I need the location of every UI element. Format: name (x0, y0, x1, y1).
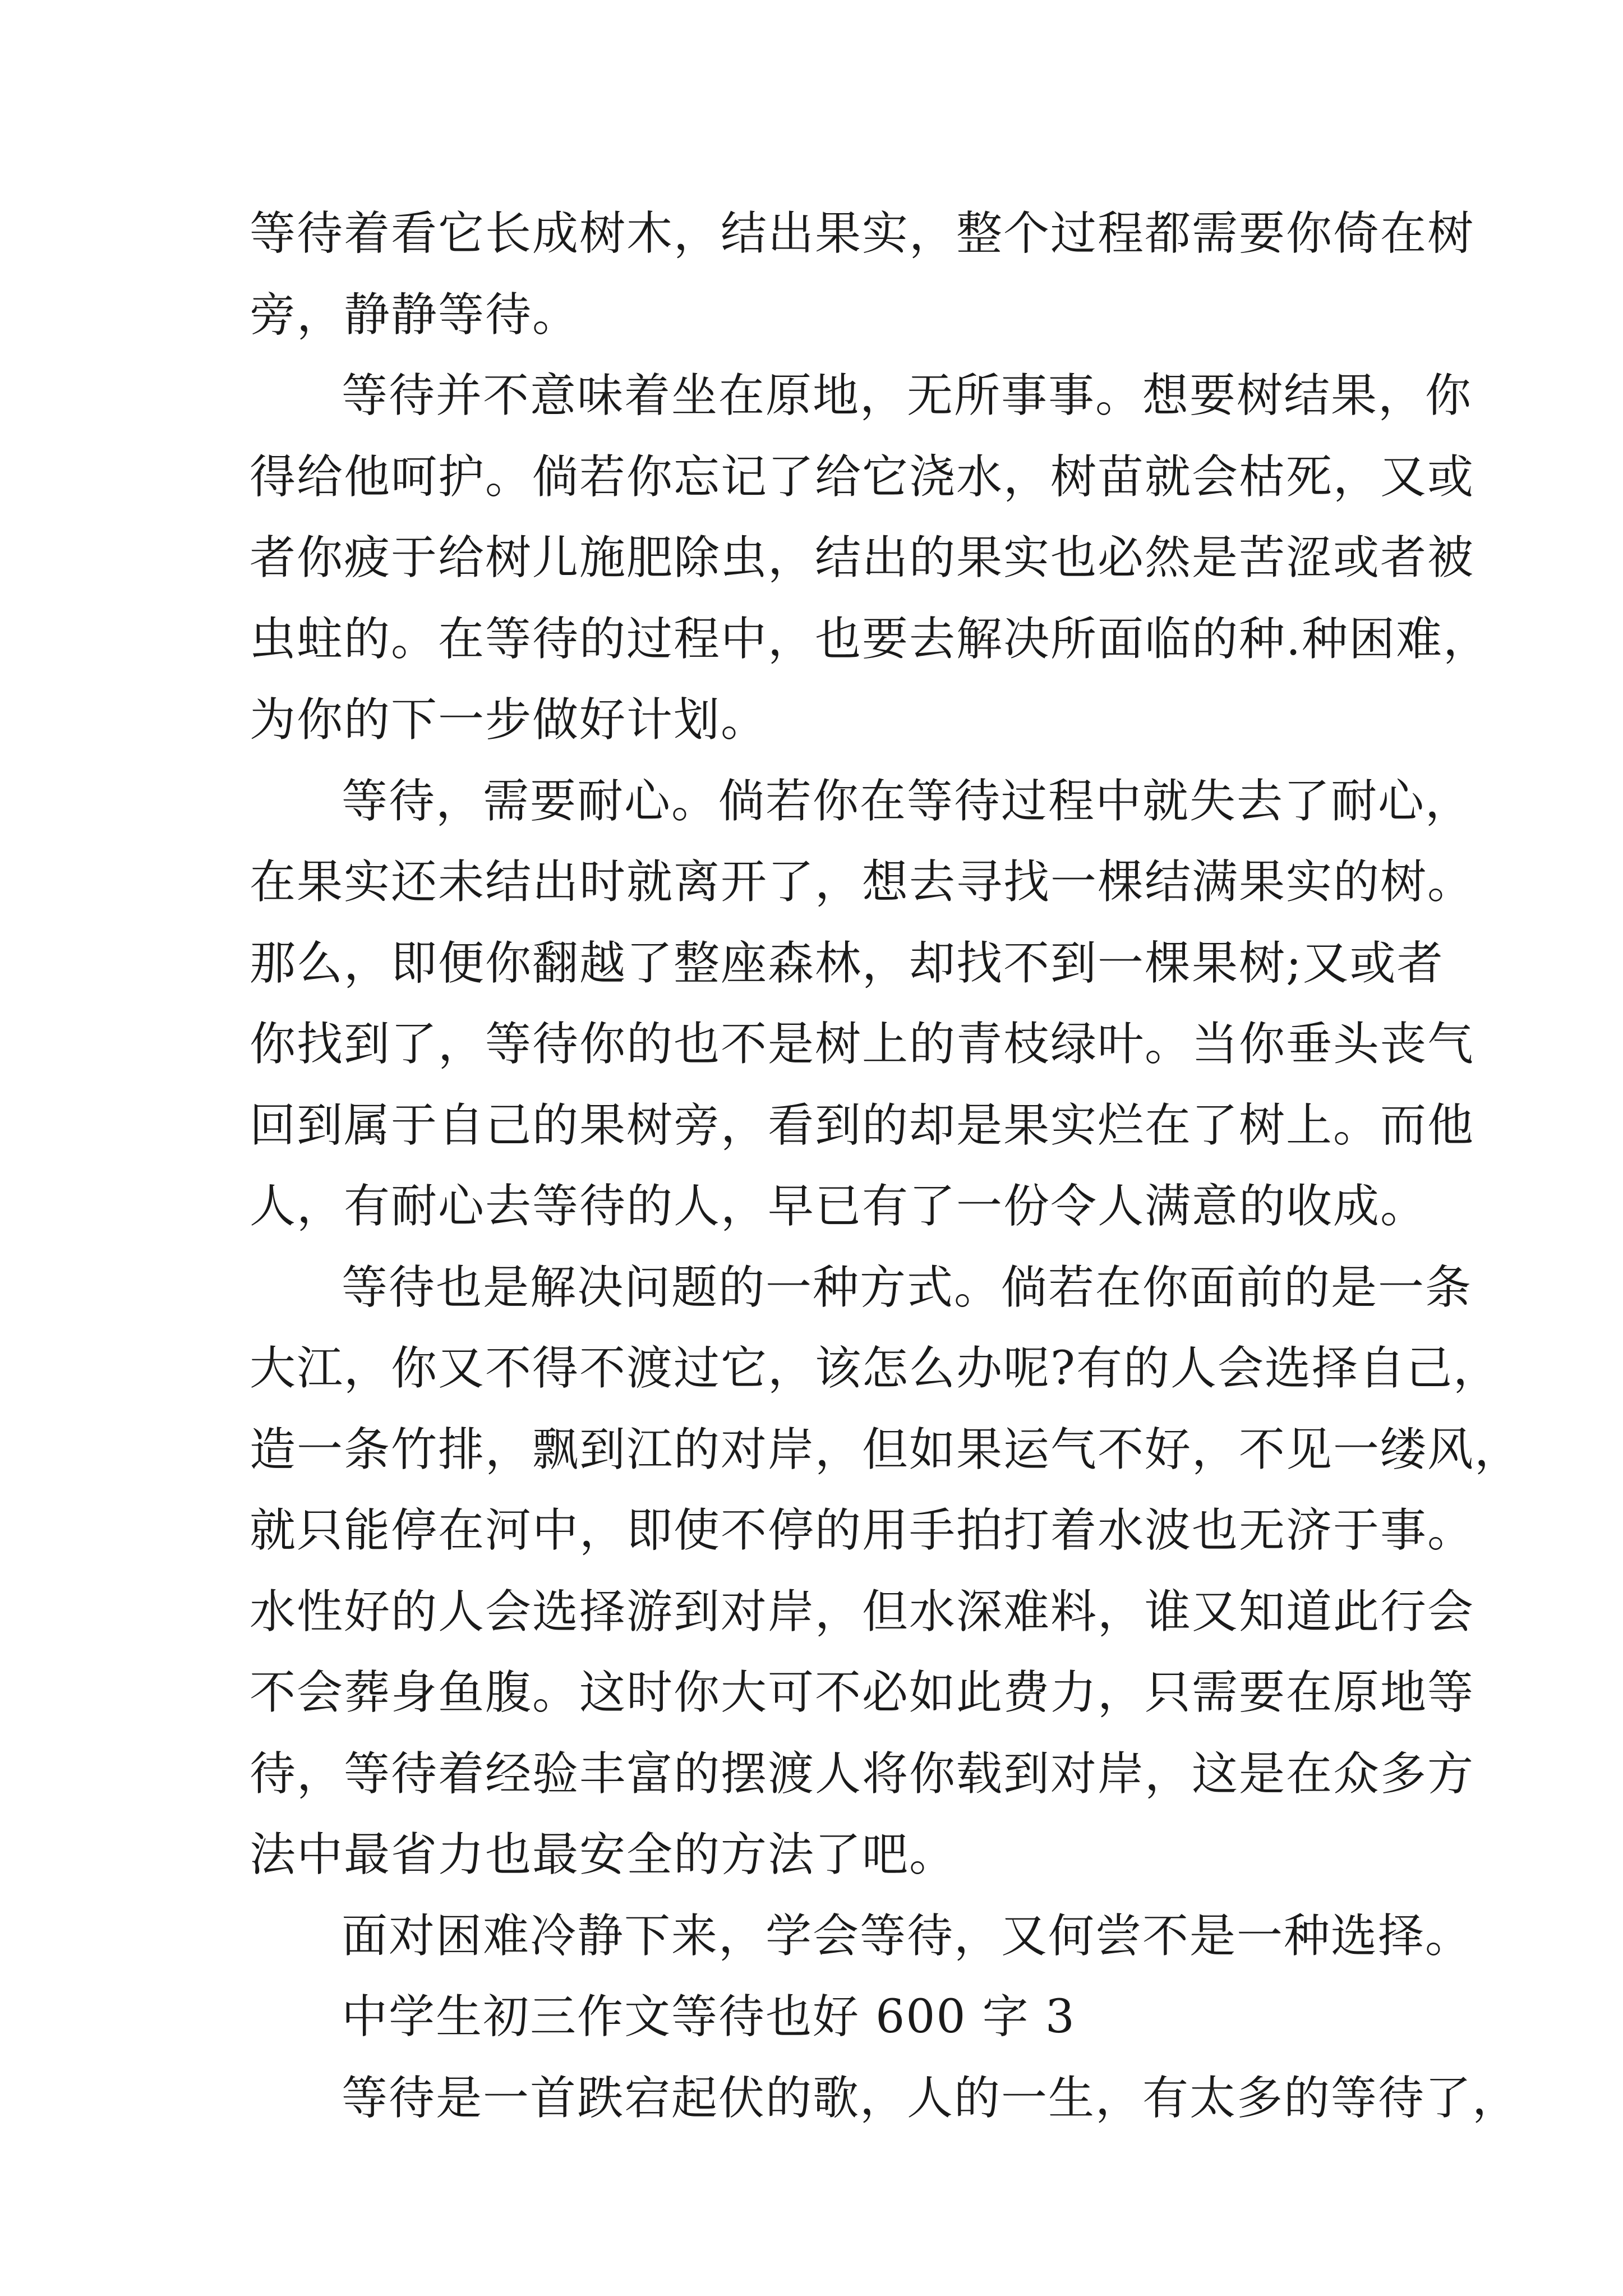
text-line: 回到属于自己的果树旁，看到的却是果实烂在了树上。而他 (250, 1098, 1475, 1152)
paragraph-start-line: 等待也是解决问题的一种方式。倘若在你面前的是一条 (342, 1260, 1473, 1314)
text-line: 你找到了，等待你的也不是树上的青枝绿叶。当你垂头丧气 (250, 1018, 1475, 1071)
text-line: 法中最省力也最安全的方法了吧。 (250, 1828, 957, 1881)
paragraph-start-line: 等待，需要耐心。倘若你在等待过程中就失去了耐心， (342, 774, 1473, 828)
text-line: 等待着看它长成树木，结出果实，整个过程都需要你倚在树 (250, 207, 1475, 260)
essay-body (250, 194, 1522, 2139)
paragraph-start-line: 等待是一首跌宕起伏的歌，人的一生，有太多的等待了， (342, 2071, 1520, 2125)
text-line: 待，等待着经验丰富的摆渡人将你载到对岸，这是在众多方 (250, 1747, 1475, 1801)
paragraph-start-line: 面对困难冷静下来，学会等待，又何尝不是一种选择。 (342, 1909, 1473, 1963)
section-heading: 中学生初三作文等待也好 600 字 3 (342, 1990, 1076, 2044)
text-line: 虫蛀的。在等待的过程中，也要去解决所面临的种.种困难， (250, 612, 1491, 666)
text-line: 那么，即便你翻越了整座森林，却找不到一棵果树;又或者 (250, 936, 1444, 990)
text-line: 为你的下一步做好计划。 (250, 693, 768, 747)
text-line: 得给他呵护。倘若你忘记了给它浇水，树苗就会枯死，又或 (250, 450, 1475, 504)
text-line: 不会葬身鱼腹。这时你大可不必如此费力，只需要在原地等 (250, 1666, 1475, 1719)
text-line: 造一条竹排，飘到江的对岸，但如果运气不好，不见一缕风， (250, 1423, 1522, 1476)
text-line: 大江，你又不得不渡过它，该怎么办呢?有的人会选择自己， (250, 1342, 1500, 1395)
text-line: 就只能停在河中，即使不停的用手拍打着水波也无济于事。 (250, 1504, 1475, 1557)
text-line: 旁，静静等待。 (250, 288, 580, 342)
text-line: 水性好的人会选择游到对岸，但水深难料，谁又知道此行会 (250, 1585, 1475, 1639)
text-line: 者你疲于给树儿施肥除虫，结出的果实也必然是苦涩或者被 (250, 531, 1475, 585)
text-line: 人，有耐心去等待的人，早已有了一份令人满意的收成。 (250, 1180, 1428, 1233)
paragraph-start-line: 等待并不意味着坐在原地，无所事事。想要树结果，你 (342, 369, 1473, 422)
text-line: 在果实还未结出时就离开了，想去寻找一棵结满果实的树。 (250, 855, 1475, 909)
